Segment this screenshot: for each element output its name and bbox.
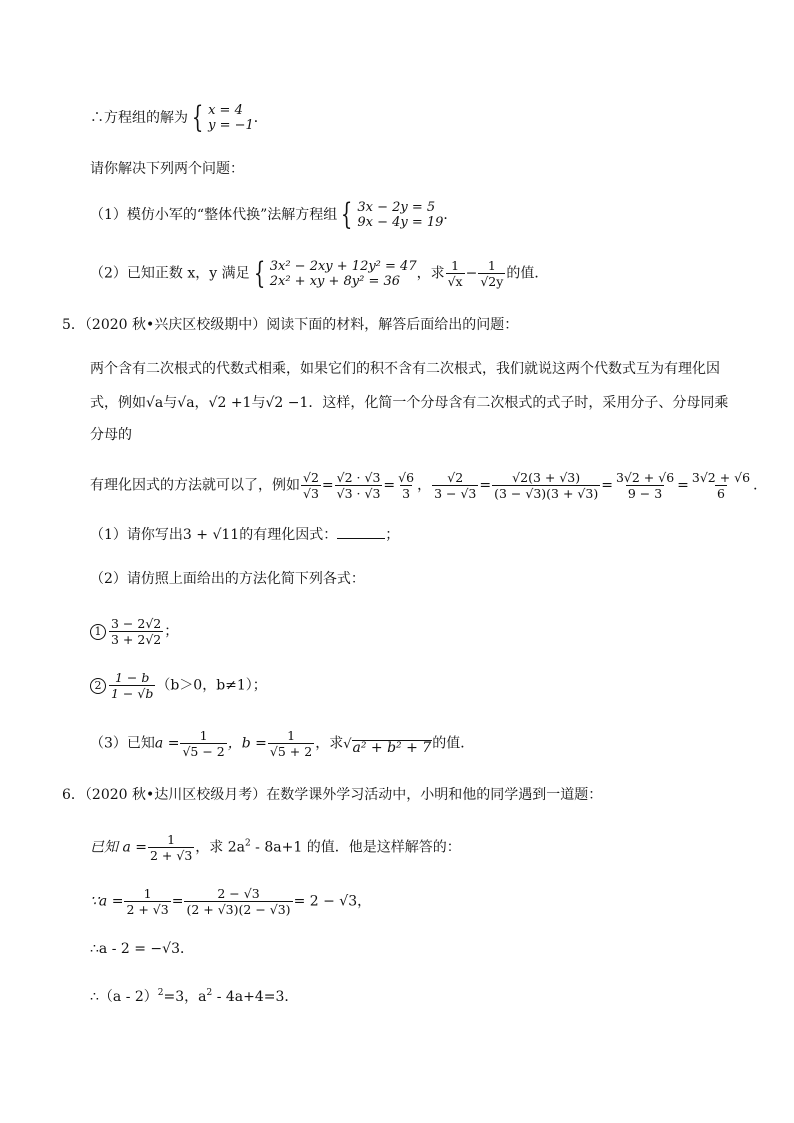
fraction: $\frac{1}{√5 + 2}$ — [269, 728, 313, 759]
paragraph-line: 两个含有二次根式的代数式相乘，如果它们的积不含有二次根式，我们就说这两个代数式互为有理化因 — [90, 361, 720, 377]
sub-question-5-1: （1）请你写出3 + √11的有理化因式： ； — [90, 524, 399, 546]
sub-question-5-3: （3）已知a = $\frac{1}{√5 - 2}$ ，b = $\frac{1}{√5 + 2}$ ，求 √ a² + b² + 7 的值． — [90, 728, 475, 759]
fraction: $\frac{1}{√2y}$ — [480, 258, 504, 289]
item-1: 1 $\frac{3 - 2√2}{3 + 2√2}$ ； — [90, 616, 178, 647]
fraction: $\frac{3 - 2√2}{3 + 2√2}$ — [111, 616, 162, 647]
fraction: $\frac{2 - √3}{(2 + √3)(2 - √3)}$ — [186, 886, 291, 917]
q6-line-1: 已知 a = $\frac{1}{2 + √3}$ ，求 $2a^2 - 8a+1$ 的值．他是这样解答的： — [90, 832, 461, 863]
fraction: $\frac{√6}{3}$ — [398, 470, 415, 501]
question-5-heading: 5．（2020 秋•兴庆区校级期中）阅读下面的材料，解答后面给出的问题： — [62, 317, 519, 333]
fraction: $\frac{1}{2 + √3}$ — [149, 832, 193, 863]
fraction: $\frac{1 - b}{1 - √b}$ — [111, 670, 154, 701]
fraction: $\frac{1}{√5 - 2}$ — [182, 728, 225, 759]
equation-system: { 3x − 2y = 5 9x − 4y = 19 — [341, 197, 444, 232]
fraction: $\frac{1}{2 + √3}$ — [126, 886, 169, 917]
answer-blank[interactable] — [337, 524, 385, 539]
item-2: 2 $\frac{1 - b}{1 - √b}$ （b＞0，b≠1）； — [90, 670, 267, 701]
equation-system: { x = 4 y = −1 — [191, 100, 254, 135]
sub-question-2: （2）已知正数 x，y 满足 { 3x² − 2xy + 12y² = 47 2x² + xy + 8y² = 36 ，求 $\frac{1}{√x}$ − $\frac{1}{√2y}$ 的值． — [90, 255, 549, 291]
equation-system: { 3x² − 2xy + 12y² = 47 2x² + xy + 8y² = 36 — [253, 255, 417, 291]
solution-line: ∴方程组的解为 { x = 4 y = −1 ． — [90, 100, 268, 135]
paragraph-line: 式，例如√a与√a，√2 +1与√2 −1．这样，化简一个分母含有二次根式的式子时，采用分子、分母同乘 — [90, 395, 729, 411]
fraction: $\frac{1}{√x}$ — [447, 258, 463, 289]
q6-line-4: ∴（a - 2）$^2$=3，$a^2 - 4a+4=3$． — [90, 988, 299, 1005]
fraction: $\frac{√2 \cdot √3}{√3 \cdot √3}$ — [336, 470, 381, 501]
circled-number-1: 1 — [90, 624, 106, 640]
sub-question-1: （1）模仿小军的“整体代换”法解方程组 { 3x − 2y = 5 9x − 4y = 19 ． — [90, 197, 458, 232]
sub-question-5-2: （2）请仿照上面给出的方法化简下列各式： — [90, 571, 365, 587]
q6-line-3: ∴a - 2 = −√3． — [90, 941, 194, 957]
example-line: 有理化因式的方法就可以了，例如 $\frac{√2}{√3}$ = $\frac{√2 \cdot √3}{√3 \cdot √3}$ = $\frac{√6}{3}$ ， $\frac{√2}{3 - √3}$ = $\frac{√2(3 + √3)}{(3 - √3)(3 + √3)}$ = $\frac{3√2 + √6}{9 - 3}$ = $\frac{3√2 + √6}{6}$ ． — [90, 470, 768, 501]
question-6-heading: 6．（2020 秋•达川区校级月考）在数学课外学习活动中，小明和他的同学遇到一道题： — [62, 787, 603, 803]
instruction-line: 请你解决下列两个问题： — [90, 161, 244, 177]
fraction: $\frac{√2(3 + √3)}{(3 - √3)(3 + √3)}$ — [494, 470, 599, 501]
fraction: $\frac{3√2 + √6}{6}$ — [691, 470, 751, 501]
square-root: √ a² + b² + 7 — [343, 736, 432, 756]
circled-number-2: 2 — [90, 678, 106, 694]
q6-line-2: ∵a = $\frac{1}{2 + √3}$ = $\frac{2 - √3}{(2 + √3)(2 - √3)}$ = 2 − √3， — [90, 886, 372, 917]
fraction: $\frac{3√2 + √6}{9 - 3}$ — [615, 470, 675, 501]
fraction: $\frac{√2}{√3}$ — [303, 470, 319, 501]
fraction: $\frac{√2}{3 - √3}$ — [434, 470, 477, 501]
paragraph-line: 分母的 — [90, 427, 132, 443]
